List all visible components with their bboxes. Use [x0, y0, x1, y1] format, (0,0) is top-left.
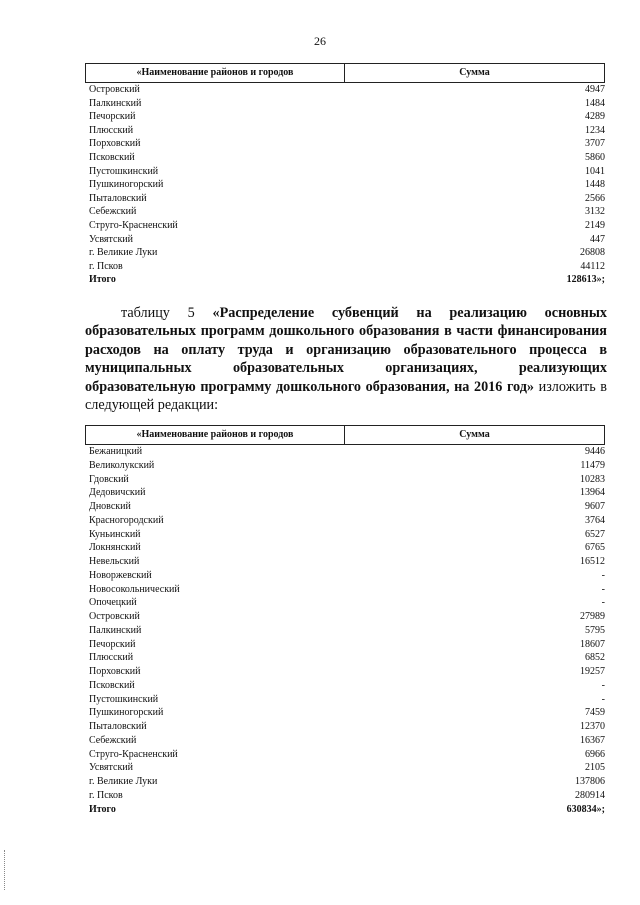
table-2-header-name: «Наименование районов и городов [86, 426, 345, 444]
paragraph-outro: изложить в следующей редакции: [85, 378, 607, 414]
table-2-header [85, 425, 605, 445]
amount-value: 7459 [585, 707, 605, 719]
amount-value: - [601, 693, 605, 705]
district-name: Усвятский [89, 233, 133, 245]
district-name: Пыталовский [89, 721, 147, 732]
table-row [85, 761, 605, 775]
amount-value: 137806 [575, 776, 605, 787]
table-2-total-label: Итого [89, 803, 116, 815]
table-2-total-value: 630834»; [566, 803, 605, 815]
table-row [85, 638, 605, 652]
district-name: Порховский [89, 666, 141, 677]
table-row [85, 624, 605, 638]
amount-value: 16512 [580, 556, 605, 567]
district-name: Пушкиногорский [89, 179, 164, 191]
district-name: Куньинский [89, 528, 141, 540]
table-row [85, 500, 605, 514]
district-name: Струго-Красненский [89, 748, 178, 760]
amount-value: 1234 [585, 124, 605, 136]
table-row [85, 110, 605, 124]
district-name: Опочецкий [89, 597, 137, 609]
amount-value: 1041 [585, 165, 605, 177]
table-row [85, 514, 605, 528]
district-name: Новосокольнический [89, 583, 180, 595]
district-name: Палкинский [89, 97, 142, 109]
district-name: Пустошкинский [89, 693, 159, 705]
table-1-body [85, 83, 605, 273]
table-row [85, 219, 605, 233]
table-2-header-sum: Сумма [459, 429, 490, 441]
table-row [85, 720, 605, 734]
page-number: 26 [314, 34, 326, 48]
amount-value: 9607 [585, 501, 605, 512]
table-row [85, 706, 605, 720]
district-name: Пыталовский [89, 192, 147, 204]
table-row [85, 192, 605, 206]
district-name: Бежаницкий [89, 446, 143, 457]
district-name: Печорский [89, 638, 136, 650]
district-name: Островский [89, 611, 140, 622]
table-row [85, 541, 605, 555]
amount-value: - [601, 569, 605, 581]
table-row [85, 124, 605, 138]
amount-value: 6966 [585, 748, 605, 760]
district-name: г. Псков [89, 260, 123, 272]
paragraph-intro: таблицу 5 [121, 305, 213, 321]
amount-value: 447 [590, 233, 605, 245]
table-row [85, 473, 605, 487]
district-name: Палкинский [89, 624, 142, 636]
table-row [85, 610, 605, 624]
table-1-total-label: Итого [89, 274, 116, 286]
table-row [85, 151, 605, 165]
district-name: Порховский [89, 138, 141, 150]
district-name: Красногородский [89, 514, 164, 526]
amount-value: 2149 [585, 219, 605, 231]
district-name: г. Великие Луки [89, 776, 158, 787]
district-name: г. Великие Луки [89, 247, 158, 259]
amount-value: - [601, 679, 605, 691]
table-row [85, 748, 605, 762]
table-row [85, 775, 605, 789]
amount-value: 6527 [585, 528, 605, 540]
district-name: Плюсский [89, 652, 134, 664]
table-1-header-sum: Сумма [459, 67, 490, 79]
table-row [85, 445, 605, 459]
table-row [85, 679, 605, 693]
table-row [85, 205, 605, 219]
amount-value: 12370 [580, 721, 605, 732]
amount-value: 3764 [585, 514, 605, 526]
table-row [85, 734, 605, 748]
amount-value: - [601, 583, 605, 595]
district-name: Дедовичский [89, 487, 146, 499]
table-row [85, 178, 605, 192]
table-row [85, 555, 605, 569]
amount-value: 13964 [580, 487, 605, 499]
amount-value: 1448 [585, 179, 605, 191]
table-row [85, 137, 605, 151]
table-row [85, 569, 605, 583]
amount-value: 4947 [585, 84, 605, 95]
table-row [85, 583, 605, 597]
table-row [85, 693, 605, 707]
district-name: Великолукский [89, 459, 155, 471]
table-row [85, 233, 605, 247]
amount-value: 19257 [580, 666, 605, 677]
paragraph-table-title: «Распределение субвенций на реализацию основных образовательных программ дошкольного образования в части финансирования расходов на оплату труда и организацию образовательного процесса в муниципальных образовательных организациях, реализующих образовательную программу дошкольного образования, на 2016 год» [85, 305, 607, 395]
amount-value: 16367 [580, 734, 605, 746]
table-2-total-row [85, 803, 605, 817]
district-name: Гдовский [89, 473, 129, 485]
district-name: Псковский [89, 679, 135, 691]
district-name: Себежский [89, 734, 137, 746]
amount-value: 1484 [585, 97, 605, 109]
table-row [85, 246, 605, 260]
table-row [85, 486, 605, 500]
table-row [85, 596, 605, 610]
amount-value: 6765 [585, 542, 605, 554]
scan-margin-mark [4, 850, 6, 890]
table-1-header-name: «Наименование районов и городов [86, 64, 345, 82]
table-row [85, 651, 605, 665]
table-row [85, 165, 605, 179]
amount-value: 5795 [585, 624, 605, 636]
amount-value: 44112 [580, 260, 605, 272]
amount-value: 4289 [585, 111, 605, 123]
table-1-header [85, 63, 605, 83]
district-name: Островский [89, 84, 140, 95]
amount-value: 9446 [585, 446, 605, 457]
table-row [85, 665, 605, 679]
district-name: Псковский [89, 151, 135, 163]
amendment-paragraph [85, 304, 607, 414]
table-row [85, 459, 605, 473]
table-row [85, 83, 605, 97]
amount-value: 5860 [585, 151, 605, 163]
district-name: Локнянский [89, 542, 141, 554]
table-row [85, 260, 605, 274]
table-2 [85, 425, 605, 816]
table-row [85, 528, 605, 542]
district-name: Печорский [89, 111, 136, 123]
district-name: Струго-Красненский [89, 219, 178, 231]
district-name: Усвятский [89, 762, 133, 774]
amount-value: 27989 [580, 611, 605, 622]
district-name: Невельский [89, 556, 140, 567]
amount-value: 26808 [580, 247, 605, 259]
amount-value: 18607 [580, 638, 605, 650]
amount-value: 2105 [585, 762, 605, 774]
amount-value: 3707 [585, 138, 605, 150]
district-name: Дновский [89, 501, 131, 512]
amount-value: 2566 [585, 192, 605, 204]
amount-value: 6852 [585, 652, 605, 664]
table-1 [85, 63, 605, 287]
district-name: Себежский [89, 206, 137, 218]
table-row [85, 97, 605, 111]
amount-value: 3132 [585, 206, 605, 218]
table-2-body [85, 445, 605, 803]
district-name: Новоржевский [89, 569, 152, 581]
table-1-total-row [85, 273, 605, 287]
district-name: Пустошкинский [89, 165, 159, 177]
amount-value: 280914 [575, 789, 605, 801]
district-name: Пушкиногорский [89, 707, 164, 719]
amount-value: 11479 [580, 459, 605, 471]
table-row [85, 789, 605, 803]
district-name: Плюсский [89, 124, 134, 136]
district-name: г. Псков [89, 789, 123, 801]
table-1-total-value: 128613»; [566, 274, 605, 286]
amount-value: - [601, 597, 605, 609]
amount-value: 10283 [580, 473, 605, 485]
